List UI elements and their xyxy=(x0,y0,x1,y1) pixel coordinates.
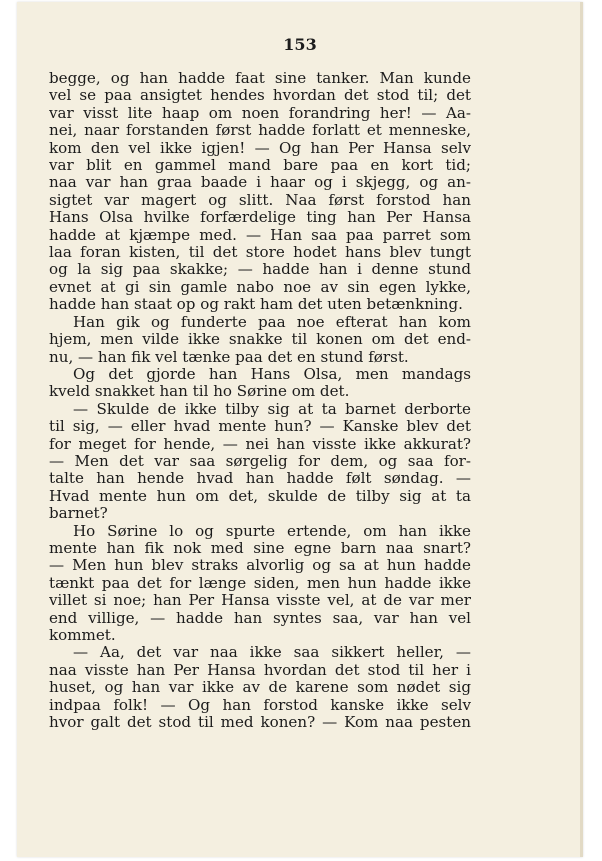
text-line: talte han hende hvad han hadde følt søndag. — xyxy=(49,470,471,488)
text-line: sigtet var magert og slitt. Naa først forstod han xyxy=(49,191,471,209)
text-line: kommet. xyxy=(49,627,116,644)
text-line: var blit en gammel mand bare paa en kort tid; xyxy=(49,157,471,175)
text-line: — Men det var saa sørgelig for dem, og saa for- xyxy=(49,452,471,470)
text-line: mente han fik nok med sine egne barn naa snart? xyxy=(49,539,471,557)
text-line: hvor galt det stod til med konen? — Kom naa pesten xyxy=(49,714,471,732)
text-line: — Men hun blev straks alvorlig og sa at hun hadde xyxy=(49,557,471,575)
text-line: evnet at gi sin gamle nabo noe av sin egen lykke, xyxy=(49,278,471,296)
text-line: nei, naar forstanden først hadde forlatt et menneske, xyxy=(49,122,471,140)
text-line: Han gik og funderte paa noe efterat han kom xyxy=(73,313,471,331)
text-line: var visst lite haap om noen forandring her! — Aa- xyxy=(49,104,471,122)
text-line: naa visste han Per Hansa hvordan det stod til her i xyxy=(49,661,471,679)
text-line: begge, og han hadde faat sine tanker. Man kunde xyxy=(49,70,471,87)
text-line: Ho Sørine lo og spurte ertende, om han ikke xyxy=(73,522,471,540)
text-line: indpaa folk! — Og han forstod kanske ikke selv xyxy=(49,696,471,714)
text-line: barnet? xyxy=(49,505,108,523)
body-text xyxy=(49,70,471,731)
page-edge xyxy=(580,2,583,857)
text-line: hadde at kjæmpe med. — Han saa paa parret som xyxy=(49,226,471,244)
text-line: villet si noe; han Per Hansa visste vel, at de var mer xyxy=(49,592,471,610)
text-line: Og det gjorde han Hans Olsa, men mandags xyxy=(73,365,471,383)
text-line: end villige, — hadde han syntes saa, var han vel xyxy=(49,609,471,627)
text-line: kveld snakket han til ho Sørine om det. xyxy=(49,383,350,401)
text-line: naa var han graa baade i haar og i skjegg, og an- xyxy=(49,174,471,192)
text-line: til sig, — eller hvad mente hun? — Kanske blev det xyxy=(49,418,471,436)
text-line: nu, — han fik vel tænke paa det en stund først. xyxy=(49,348,409,366)
text-line: tænkt paa det for længe siden, men hun hadde ikke xyxy=(49,574,471,592)
book-page xyxy=(17,2,583,857)
text-line: hadde han staat op og rakt ham det uten betænkning. xyxy=(49,296,463,314)
text-line: vel se paa ansigtet hendes hvordan det stod til; det xyxy=(49,87,471,105)
text-line: Hans Olsa hvilke forfærdelige ting han Per Hansa xyxy=(49,209,471,227)
page-number: 153 xyxy=(283,35,317,54)
text-line: for meget for hende, — nei han visste ikke akkurat? xyxy=(49,435,471,453)
text-line: — Skulde de ikke tilby sig at ta barnet derborte xyxy=(73,400,471,418)
text-line: — Aa, det var naa ikke saa sikkert heller, — xyxy=(73,644,471,662)
text-line: Hvad mente hun om det, skulde de tilby sig at ta xyxy=(49,487,471,505)
text-line: hjem, men vilde ikke snakke til konen om det end- xyxy=(49,331,471,349)
text-line: kom den vel ikke igjen! — Og han Per Hansa selv xyxy=(49,139,471,157)
text-line: huset, og han var ikke av de karene som nødet sig xyxy=(49,679,471,697)
text-line: laa foran kisten, til det store hodet hans blev tungt xyxy=(49,244,471,262)
text-line: og la sig paa skakke; — hadde han i denne stund xyxy=(49,261,471,279)
